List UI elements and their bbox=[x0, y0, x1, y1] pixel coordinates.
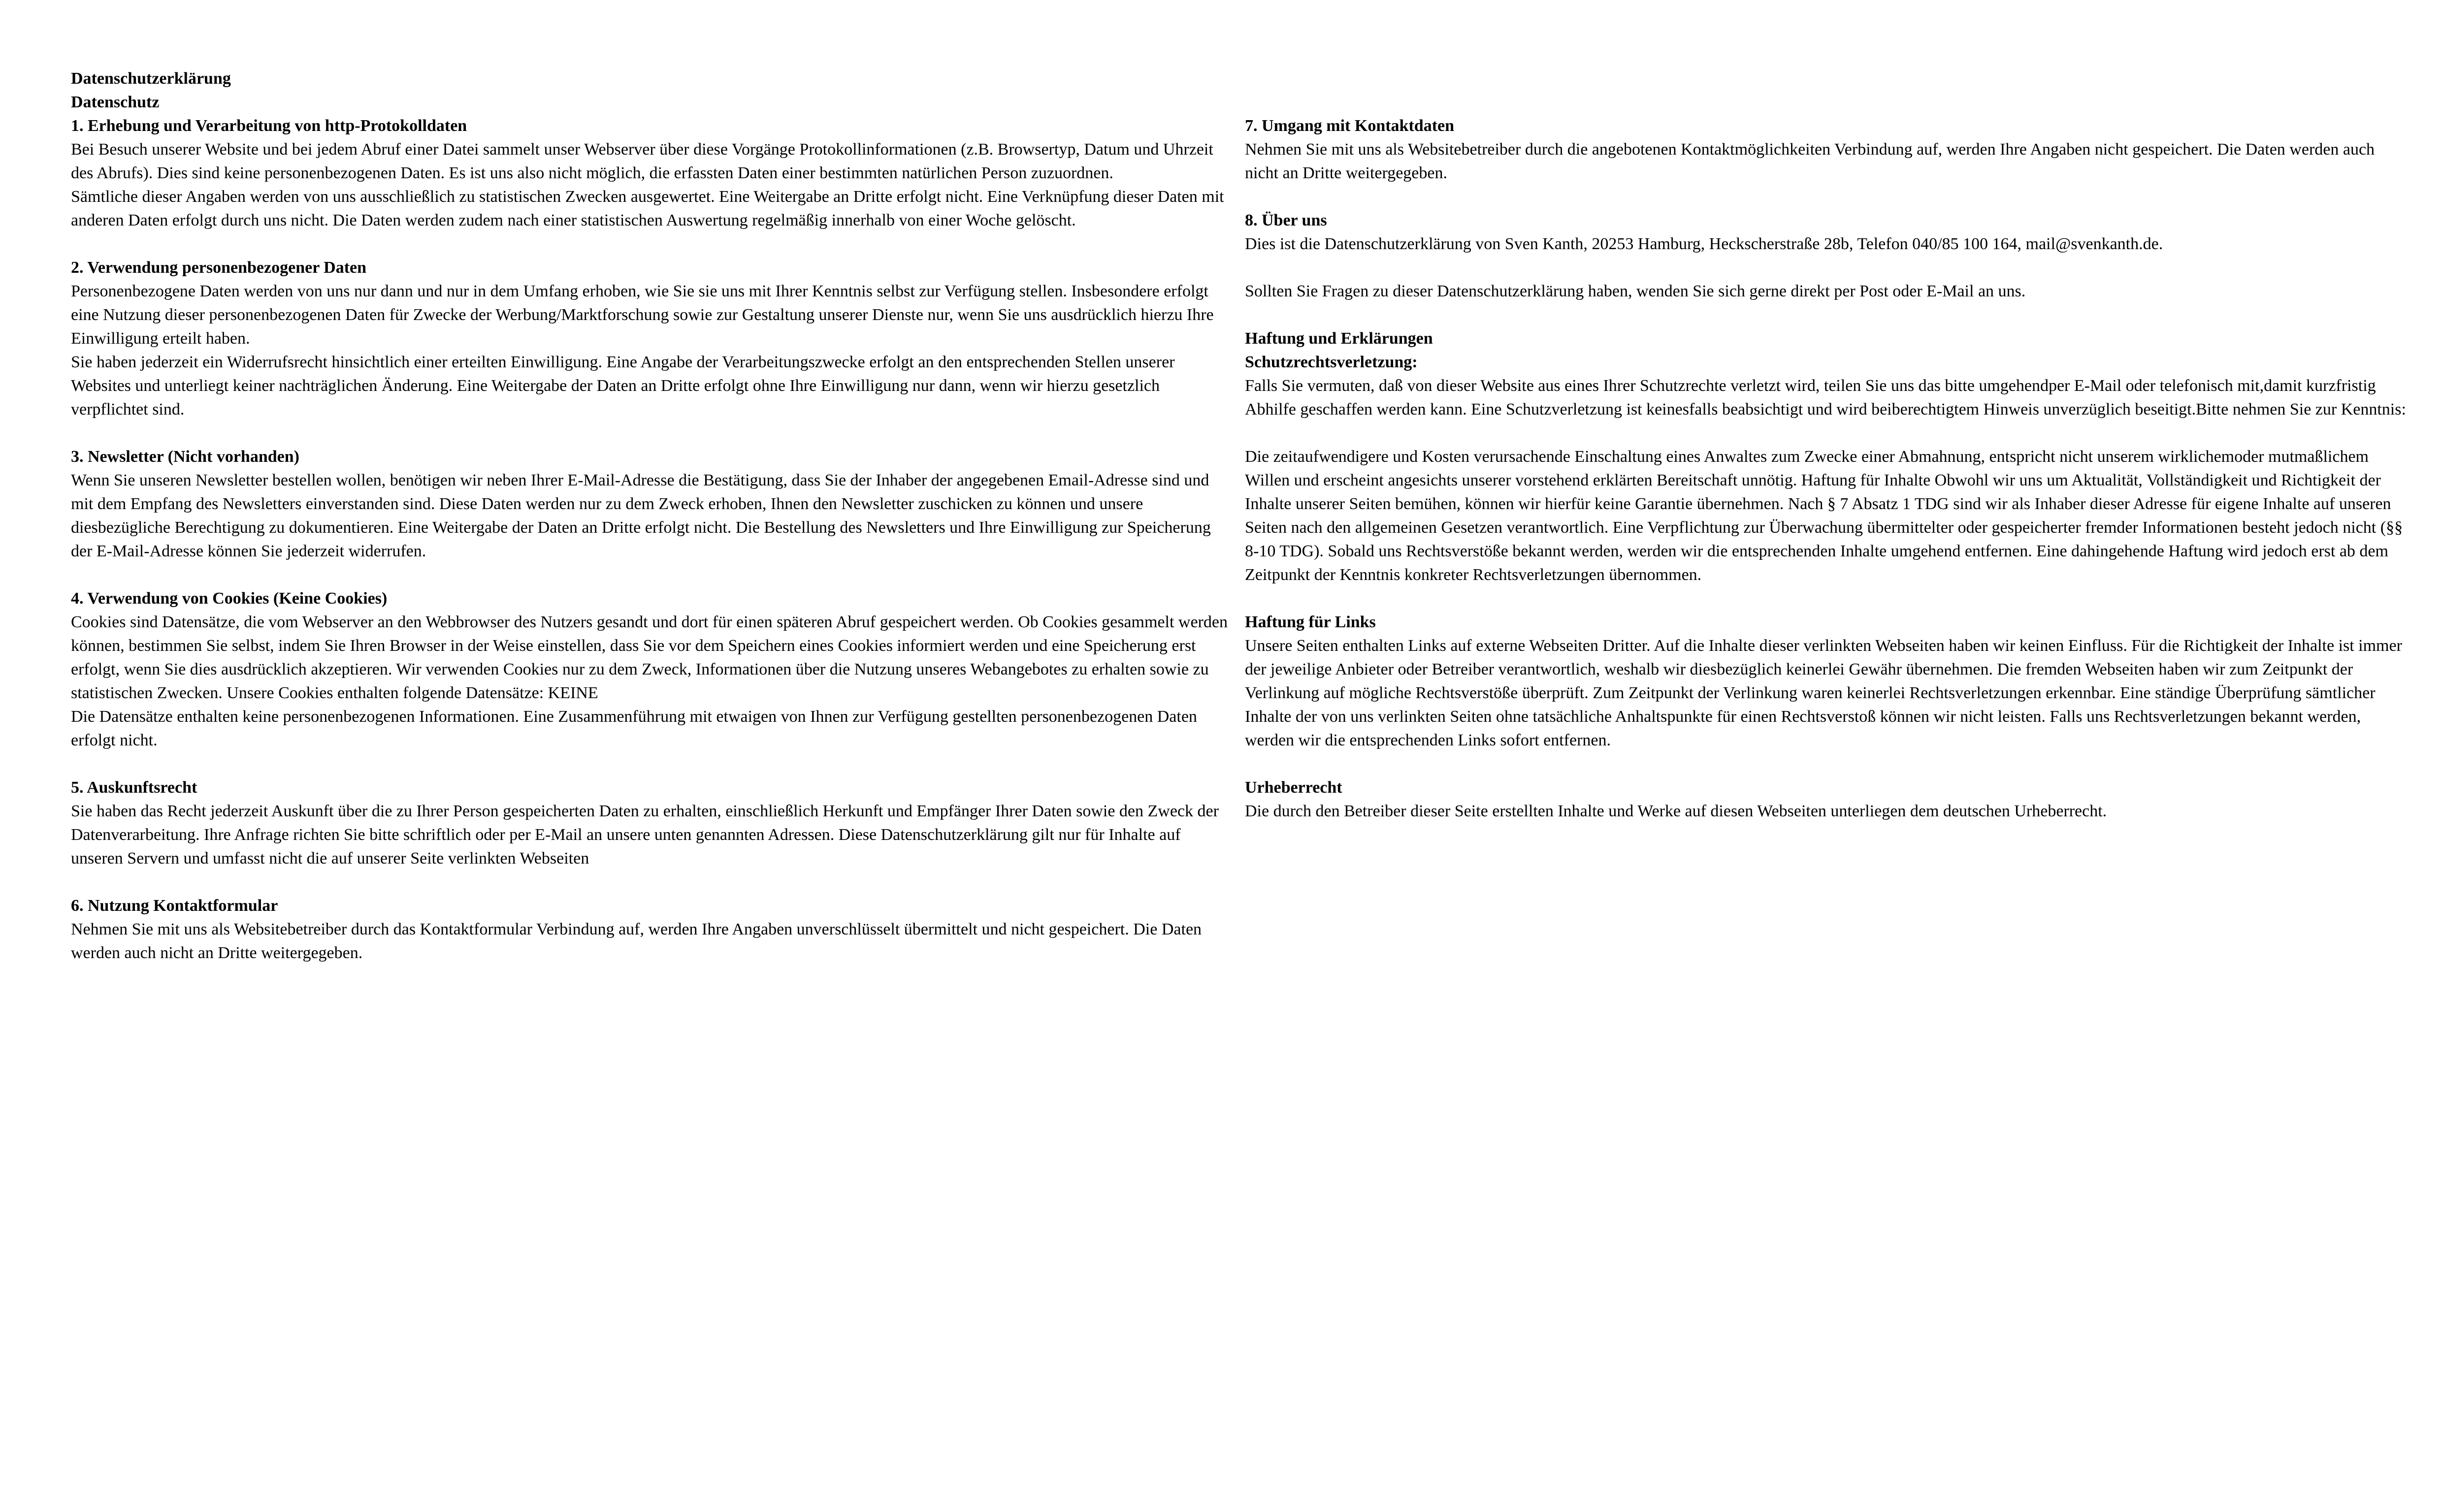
section-paragraph: Cookies sind Datensätze, die vom Webserver an den Webbrowser des Nutzers gesandt und dort für einen späteren Abruf gespeichert werden. Ob Cookies gesammelt werden können, bestimmen Sie selbst, indem Sie Ihren Browser in der Weise einstellen, dass Sie vor dem Speichern eines Cookies informiert werden und eine Speicherung erst erfolgt, wenn Sie dies ausdrücklich akzeptieren. Wir verwenden Cookies nur zu dem Zweck, Informationen über die Nutzung unseres Webangebotes zu erhalten sowie zu statistischen Zwecken. Unsere Cookies enthalten folgende Datensätze: KEINE bbox=[71, 613, 1228, 702]
section-heading: Haftung und Erklärungen bbox=[1245, 329, 1433, 348]
section-auskunftsrecht bbox=[71, 776, 1233, 870]
section-paragraph: Nehmen Sie mit uns als Websitebetreiber durch das Kontaktformular Verbindung auf, werden Ihre Angaben unverschlüsselt übermittelt und nicht gespeichert. Die Daten werden auch nicht an Dritte weitergegeben. bbox=[71, 920, 1202, 962]
section-paragraph: Unsere Seiten enthalten Links auf externe Webseiten Dritter. Auf die Inhalte dieser verlinkten Webseiten haben wir keinen Einfluss. Für die Richtigkeit der Inhalte ist immer der jeweilige Anbieter oder Betreiber verantwortlich, weshalb wir diesbezüglich keinerlei Gewähr übernehmen. Die fremden Webseiten haben wir zum Zeitpunkt der Verlinkung auf mögliche Rechtsverstöße überprüft. Zum Zeitpunkt der Verlinkung waren keinerlei Rechtsverletzungen erkennbar. Eine ständige Überprüfung sämtlicher Inhalte der von uns verlinkten Seiten ohne tatsächliche Anhaltspunkte für einen Rechtsverstoß können wir nicht leisten. Falls uns Rechtsverletzungen bekannt werden, werden wir die entsprechenden Links sofort entfernen. bbox=[1245, 637, 2402, 749]
section-heading: 6. Nutzung Kontaktformular bbox=[71, 897, 278, 915]
questions-note bbox=[1245, 280, 2412, 303]
section-haftung-links bbox=[1245, 611, 2412, 752]
section-paragraph: Nehmen Sie mit uns als Websitebetreiber durch die angebotenen Kontaktmöglichkeiten Verbindung auf, werden Ihre Angaben nicht gespeichert. Die Daten werden auch nicht an Dritte weitergegeben. bbox=[1245, 140, 2375, 182]
title-block bbox=[71, 67, 1233, 114]
section-paragraph: Sollten Sie Fragen zu dieser Datenschutzerklärung haben, wenden Sie sich gerne direkt per Post oder E-Mail an uns. bbox=[1245, 282, 2026, 300]
contact-details: Dies ist die Datenschutzerklärung von Sven Kanth, 20253 Hamburg, Heckscherstraße 28b, Telefon 040/85 100 164, mail@svenkanth.de. bbox=[1245, 235, 2163, 253]
section-paragraph: Bei Besuch unserer Website und bei jedem Abruf einer Datei sammelt unser Webserver über diese Vorgänge Protokollinformationen (z.B. Browsertyp, Datum und Uhrzeit des Abrufs). Dies sind keine personenbezogenen Daten. Es ist uns also nicht möglich, die erfassten Daten einer bestimmten natürlichen Person zuzuordnen. bbox=[71, 140, 1213, 182]
section-heading: Urheberrecht bbox=[1245, 778, 1342, 797]
right-column bbox=[1245, 114, 2412, 823]
section-paragraph: Die durch den Betreiber dieser Seite erstellten Inhalte und Werke auf diesen Webseiten unterliegen dem deutschen Urheberrecht. bbox=[1245, 802, 2107, 820]
section-paragraph: Personenbezogene Daten werden von uns nur dann und nur in dem Umfang erhoben, wie Sie sie uns mit Ihrer Kenntnis selbst zur Verfügung stellen. Insbesondere erfolgt eine Nutzung dieser personenbezogenen Daten für Zwecke der Werbung/Marktforschung sowie zur Gestaltung unserer Dienste nur, wenn Sie uns ausdrücklich hierzu Ihre Einwilligung erteilt haben. bbox=[71, 282, 1214, 348]
section-paragraph: Sämtliche dieser Angaben werden von uns ausschließlich zu statistischen Zwecken ausgewertet. Eine Weitergabe an Dritte erfolgt nicht. Eine Verknüpfung dieser Daten mit anderen Daten erfolgt durch uns nicht. Die Daten werden zudem nach einer statistischen Auswertung regelmäßig innerhalb von einer Woche gelöscht. bbox=[71, 188, 1224, 229]
section-cookies bbox=[71, 587, 1233, 752]
section-heading: 8. Über uns bbox=[1245, 211, 1327, 229]
section-newsletter bbox=[71, 445, 1233, 563]
section-heading: 3. Newsletter (Nicht vorhanden) bbox=[71, 448, 299, 466]
section-heading: 4. Verwendung von Cookies (Keine Cookies) bbox=[71, 589, 388, 608]
abmahnung-haftung-inhalte-paragraph bbox=[1245, 445, 2412, 587]
section-heading: 1. Erhebung und Verarbeitung von http-Protokolldaten bbox=[71, 117, 467, 135]
section-paragraph: Sie haben jederzeit ein Widerrufsrecht hinsichtlich einer erteilten Einwilligung. Eine Angabe der Verarbeitungszwecke erfolgt an den entsprechenden Stellen unserer Websites und unterliegt keiner nachträglichen Änderung. Eine Weitergabe der Daten an Dritte erfolgt ohne Ihre Einwilligung nur dann, wenn wir hierzu gesetzlich verpflichtet sind. bbox=[71, 353, 1175, 418]
section-paragraph: Die zeitaufwendigere und Kosten verursachende Einschaltung eines Anwaltes zum Zwecke einer Abmahnung, entspricht nicht unserem wirklichemoder mutmaßlichem Willen und erscheint angesichts unserer vorstehend erklärten Bereitschaft unnötig. Haftung für Inhalte Obwohl wir uns um Aktualität, Vollständigkeit und Richtigkeit der Inhalte unserer Seiten bemühen, können wir hierfür keine Garantie übernehmen. Nach § 7 Absatz 1 TDG sind wir als Inhaber dieser Adresse für eigene Inhalte auf unseren Seiten nach den allgemeinen Gesetzen verantwortlich. Eine Verpflichtung zur Überwachung übermittelter oder gespeicherter fremder Informationen besteht jedoch nicht (§§ 8-10 TDG). Sobald uns Rechtsverstöße bekannt werden, werden wir die entsprechenden Inhalte umgehend entfernen. Eine dahingehende Haftung wird jedoch erst ab dem Zeitpunkt der Kenntnis konkreter Rechtsverletzungen übernommen. bbox=[1245, 448, 2403, 584]
section-paragraph: Wenn Sie unseren Newsletter bestellen wollen, benötigen wir neben Ihrer E-Mail-Adresse die Bestätigung, dass Sie der Inhaber der angegebenen Email-Adresse sind und mit dem Empfang des Newsletters einverstanden sind. Diese Daten werden nur zu dem Zweck erhoben, Ihnen den Newsletter zuschicken zu können und unsere diesbezügliche Berechtigung zu dokumentieren. Eine Weitergabe der Daten an Dritte erfolgt nicht. Die Bestellung des Newsletters und Ihre Einwilligung zur Speicherung der E-Mail-Adresse können Sie jederzeit widerrufen. bbox=[71, 471, 1211, 560]
section-heading: 2. Verwendung personenbezogener Daten bbox=[71, 258, 367, 277]
section-haftung-erklaerungen bbox=[1245, 327, 2412, 421]
section-heading: 5. Auskunftsrecht bbox=[71, 778, 197, 797]
section-subheading: Schutzrechtsverletzung: bbox=[1245, 353, 1418, 371]
section-kontaktdaten bbox=[1245, 114, 2412, 185]
section-kontaktformular bbox=[71, 894, 1233, 965]
section-urheberrecht bbox=[1245, 776, 2412, 823]
section-http-protokolldaten bbox=[71, 114, 1233, 232]
section-heading: 7. Umgang mit Kontaktdaten bbox=[1245, 117, 1455, 135]
section-heading: Haftung für Links bbox=[1245, 613, 1376, 631]
section-paragraph: Falls Sie vermuten, daß von dieser Website aus eines Ihrer Schutzrechte verletzt wird, teilen Sie uns das bitte umgehendper E-Mail oder telefonisch mit,damit kurzfristig Abhilfe geschaffen werden kann. Eine Schutzverletzung ist keinesfalls beabsichtigt und wird beiberechtigtem Hinweis unverzüglich beseitigt.Bitte nehmen Sie zur Kenntnis: bbox=[1245, 377, 2406, 418]
section-paragraph: Sie haben das Recht jederzeit Auskunft über die zu Ihrer Person gespeicherten Daten zu erhalten, einschließlich Herkunft und Empfänger Ihrer Daten sowie den Zweck der Datenverarbeitung. Ihre Anfrage richten Sie bitte schriftlich oder per E-Mail an unsere unten genannten Adressen. Diese Datenschutzerklärung gilt nur für Inhalte auf unseren Servern und umfasst nicht die auf unserer Seite verlinkten Webseiten bbox=[71, 802, 1219, 868]
document-title: Datenschutzerklärung bbox=[71, 69, 231, 88]
section-ueber-uns bbox=[1245, 209, 2412, 256]
section-personenbezogene-daten bbox=[71, 256, 1233, 421]
document-subtitle: Datenschutz bbox=[71, 93, 160, 111]
left-column bbox=[71, 67, 1233, 965]
section-paragraph: Die Datensätze enthalten keine personenbezogenen Informationen. Eine Zusammenführung mit etwaigen von Ihnen zur Verfügung gestellten personenbezogenen Daten erfolgt nicht. bbox=[71, 708, 1197, 749]
